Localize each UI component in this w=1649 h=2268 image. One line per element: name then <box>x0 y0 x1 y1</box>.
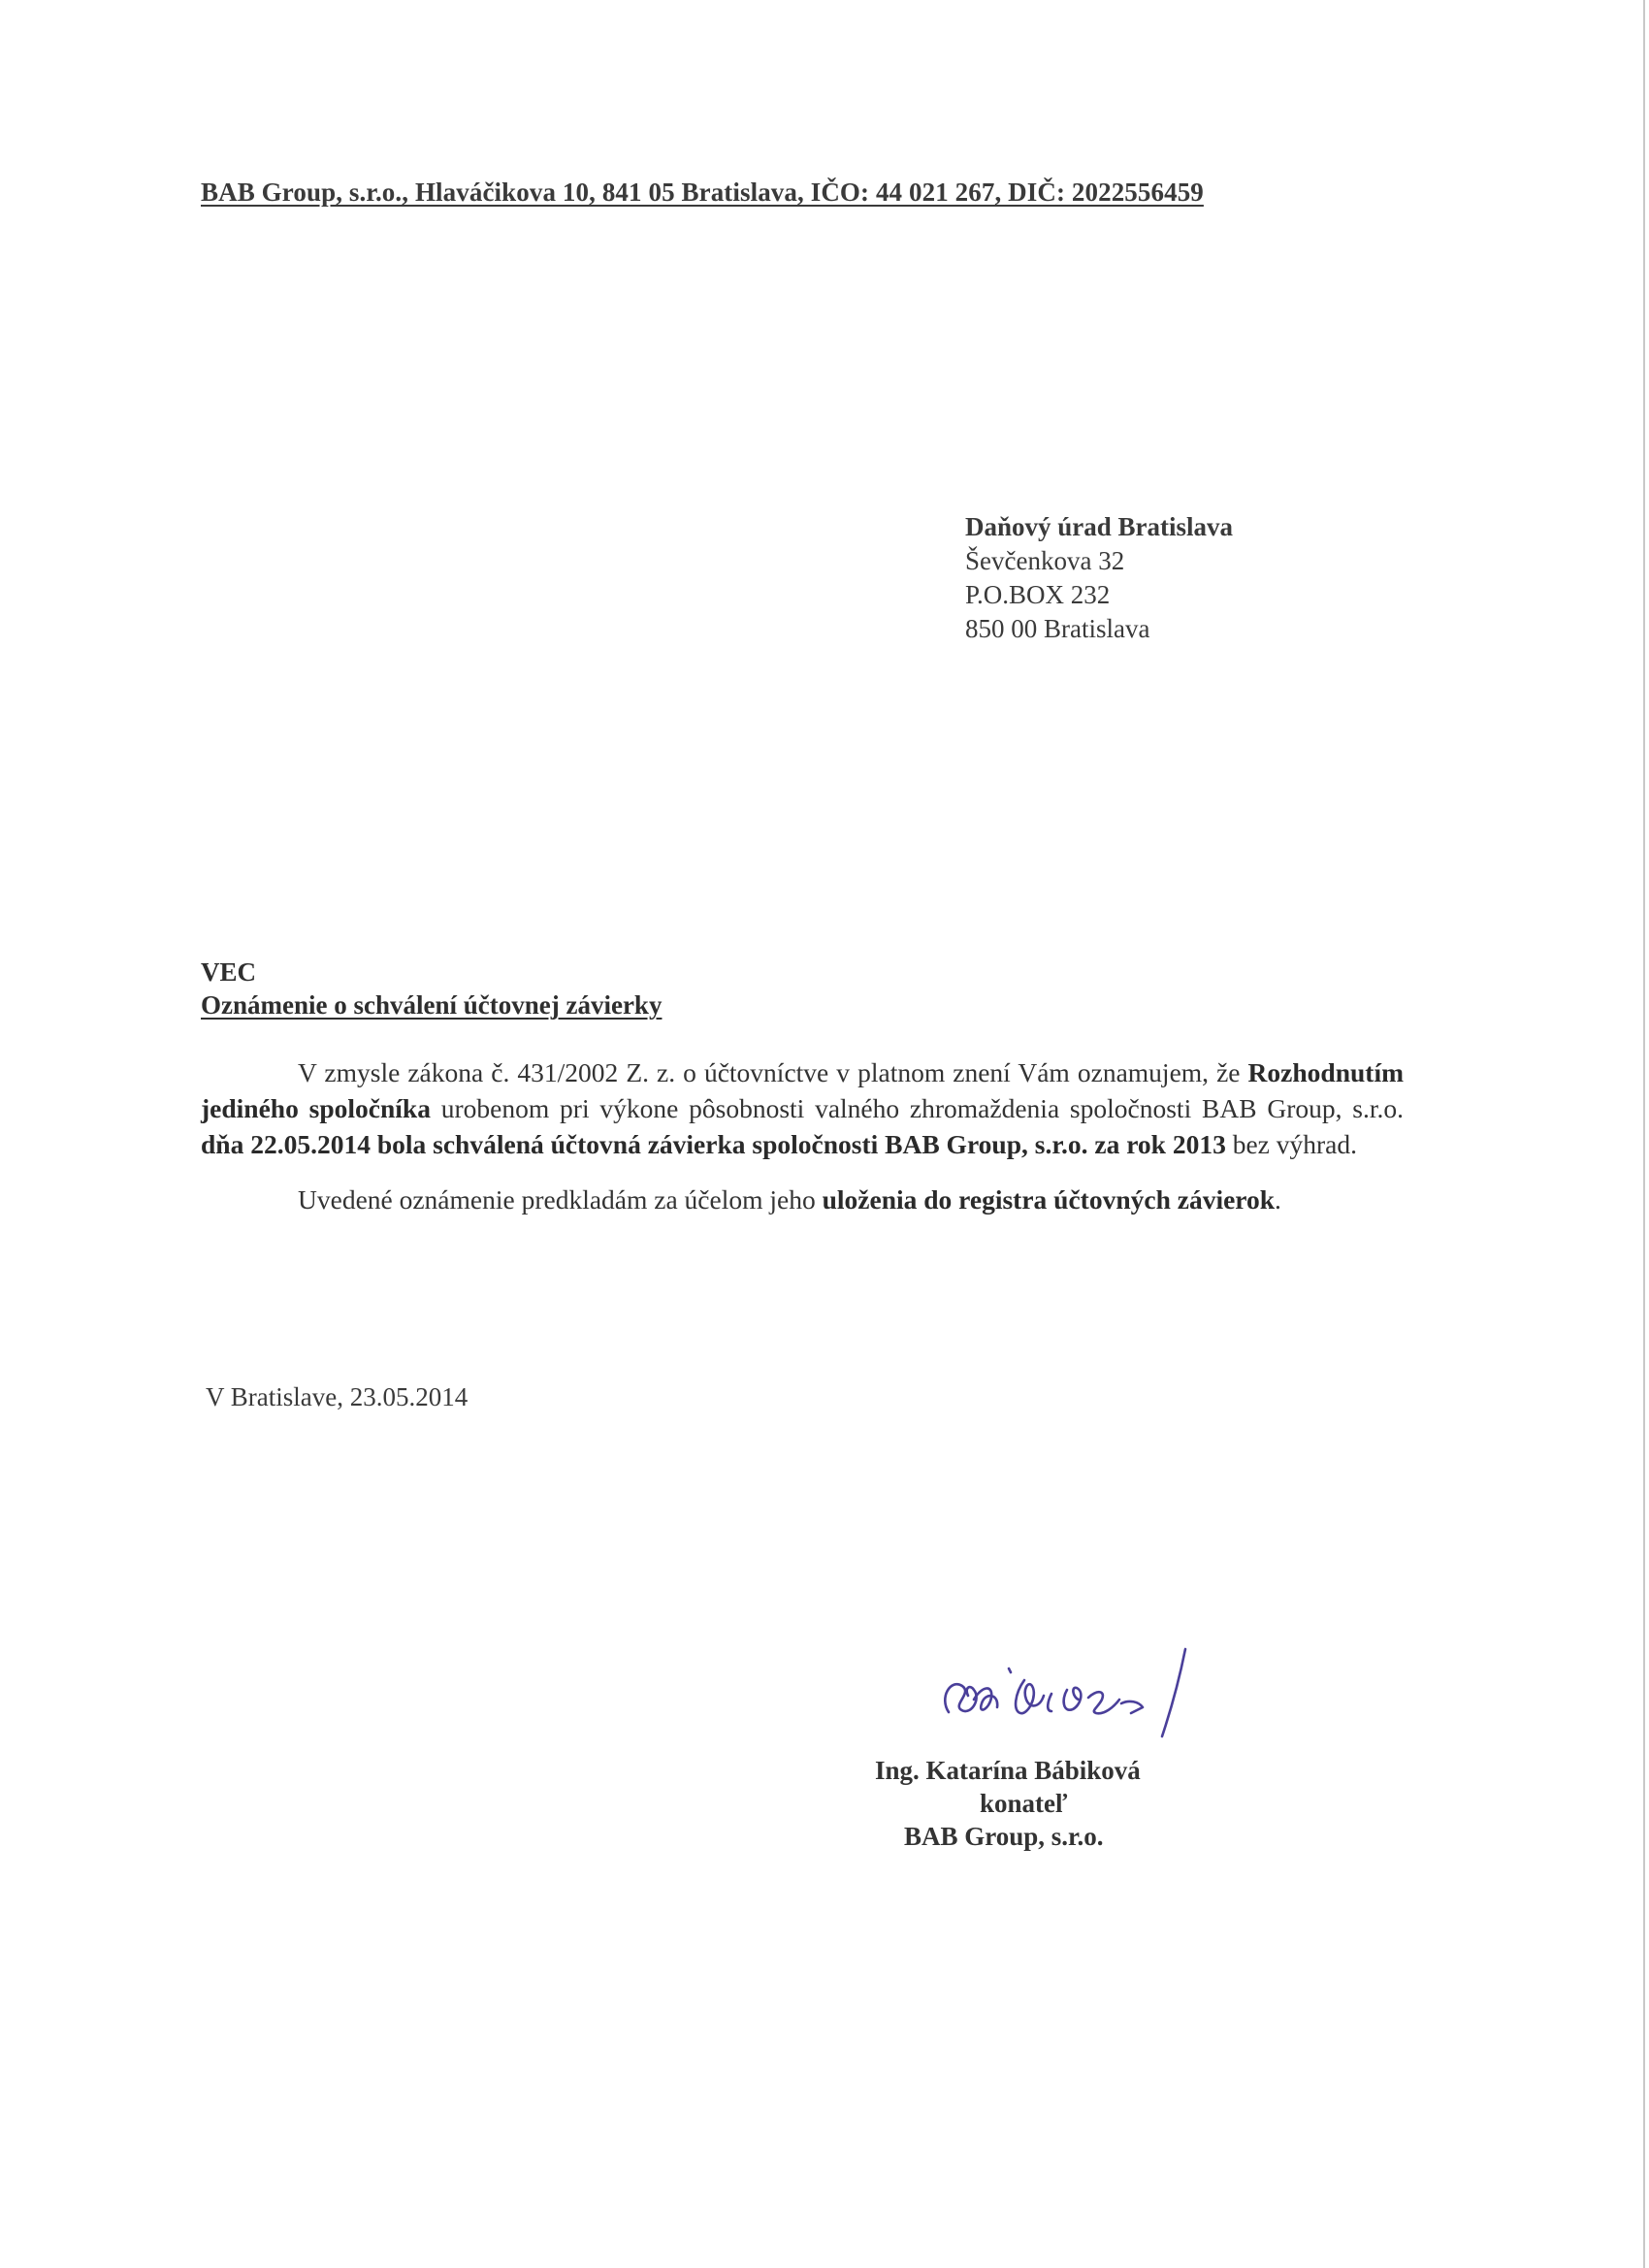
p2-text-b: uloženia do registra účtovných závierok <box>822 1184 1276 1215</box>
recipient-pobox: P.O.BOX 232 <box>965 580 1111 609</box>
handwritten-signature <box>931 1639 1251 1746</box>
signatory-company: BAB Group, s.r.o. <box>904 1822 1104 1851</box>
body-paragraph-2 <box>201 1182 1404 1217</box>
p1-text-d: dňa 22.05.2014 bola schválená účtovná závierka spoločnosti BAB Group, s.r.o. za rok 2013 <box>201 1129 1226 1159</box>
body-paragraph-1 <box>201 1054 1404 1162</box>
p1-text-a: V zmysle zákona č. 431/2002 Z. z. o účtovníctve v platnom znení Vám oznamujem, že <box>298 1057 1248 1087</box>
signatory-name: Ing. Katarína Bábiková <box>875 1756 1141 1785</box>
recipient-street: Ševčenkova 32 <box>965 546 1125 575</box>
subject-title: Oznámenie o schválení účtovnej závierky <box>201 990 663 1020</box>
p2-text-a: Uvedené oznámenie predkladám za účelom jeho <box>298 1184 823 1215</box>
signatory-role: konateľ <box>980 1789 1068 1818</box>
subject-block <box>201 956 662 1021</box>
company-header: BAB Group, s.r.o., Hlaváčikova 10, 841 05 Bratislava, IČO: 44 021 267, DIČ: 2022556459 <box>201 178 1204 207</box>
p1-text-e: bez výhrad. <box>1225 1129 1357 1159</box>
p2-text-c: . <box>1275 1184 1281 1215</box>
letter-body <box>201 1054 1404 1217</box>
scan-edge-line <box>1643 0 1645 2268</box>
recipient-city: 850 00 Bratislava <box>965 614 1150 643</box>
subject-tag: VEC <box>201 957 257 987</box>
p1-text-c: urobenom pri výkone pôsobnosti valného zhromaždenia spoločnosti BAB Group, s.r.o. <box>430 1093 1404 1123</box>
p1-text-b: Rozhodnutím jediného spoločníka <box>201 1057 1404 1123</box>
signatory-block <box>854 1754 1319 1853</box>
place-date: V Bratislave, 23.05.2014 <box>206 1382 469 1411</box>
recipient-name: Daňový úrad Bratislava <box>965 512 1234 541</box>
recipient-address <box>965 510 1233 646</box>
